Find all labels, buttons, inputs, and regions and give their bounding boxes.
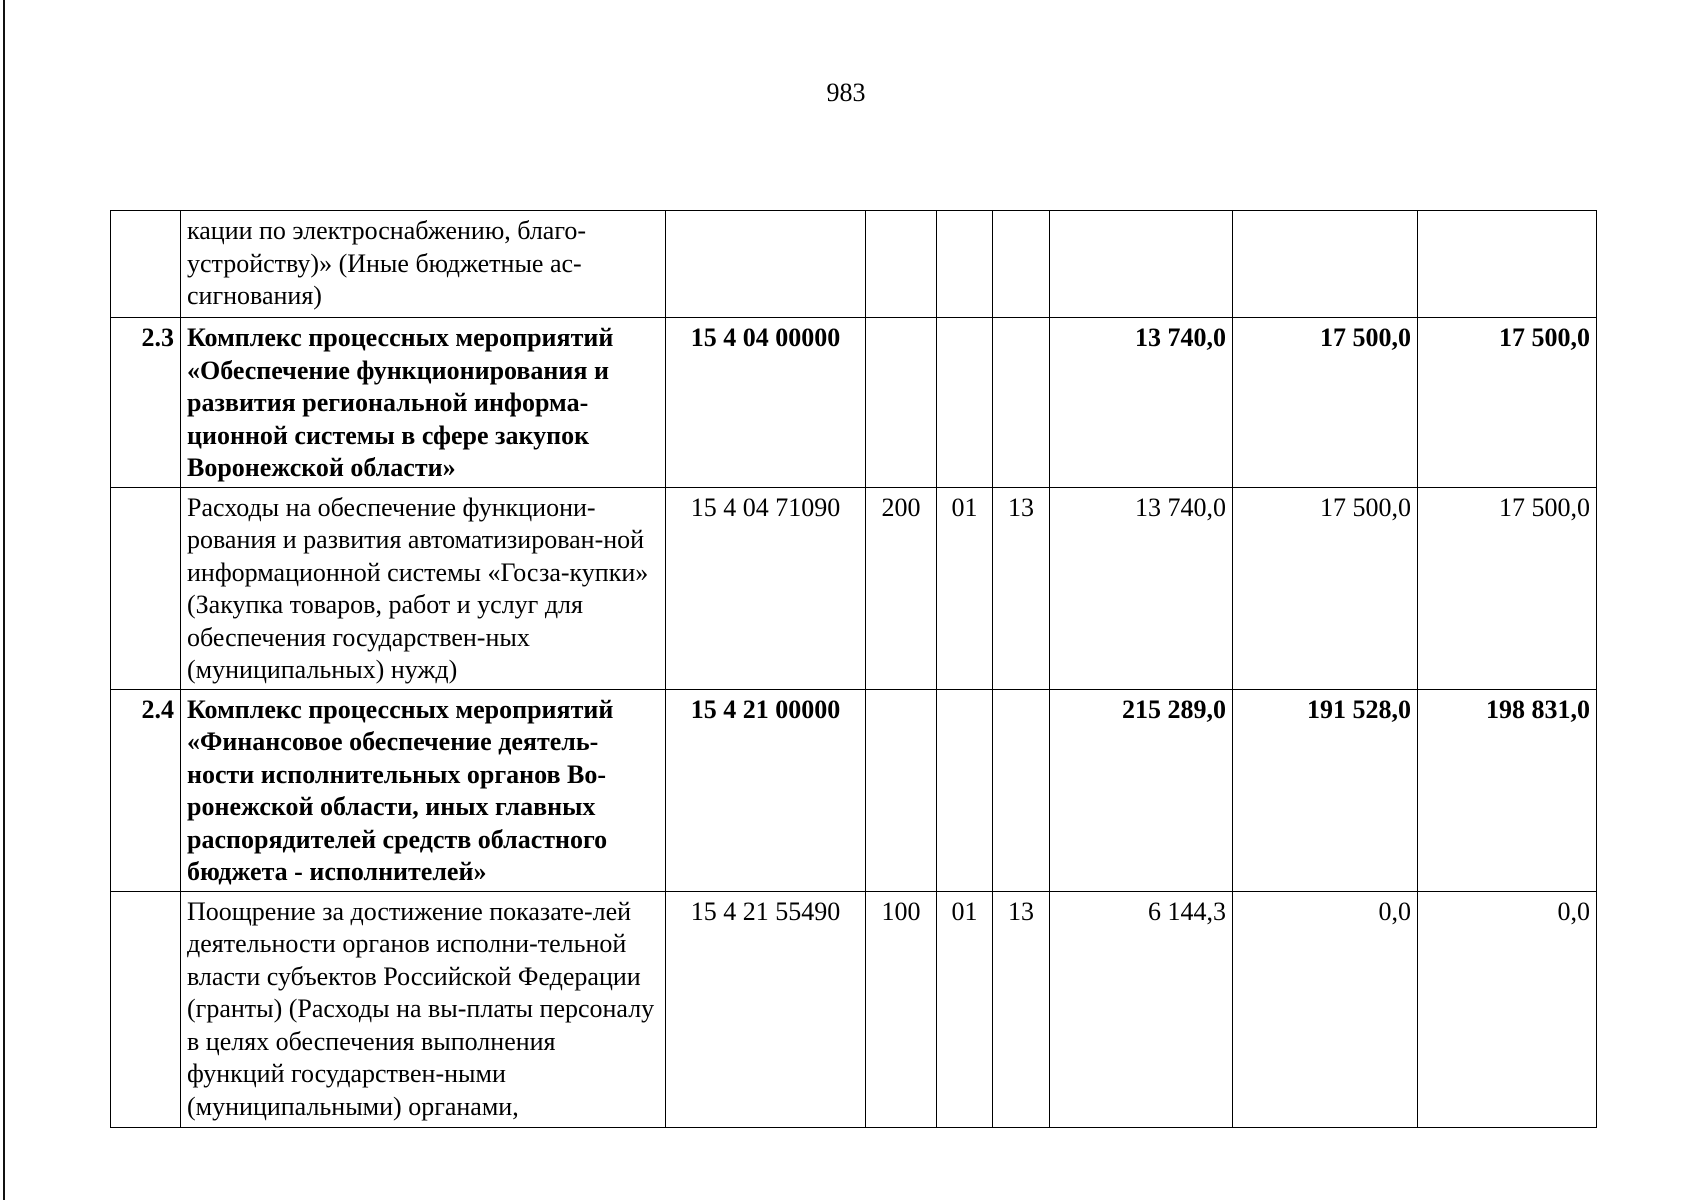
row-amount-3: 0,0 <box>1418 891 1597 1127</box>
row-rz <box>937 211 993 318</box>
row-number <box>111 211 181 318</box>
row-name: Расходы на обеспечение функциони-рования и развития автоматизирован-ной информационной системы «Госза-купки» (Закупка товаров, работ и услуг для обеспечения государствен-ных (муниципальных) нужд) <box>181 487 666 689</box>
row-amount-3 <box>1418 211 1597 318</box>
row-number: 2.3 <box>111 318 181 488</box>
table-row <box>111 318 1597 488</box>
row-rz: 01 <box>937 487 993 689</box>
row-code: 15 4 21 00000 <box>666 689 866 891</box>
row-amount-1 <box>1050 211 1233 318</box>
row-vr <box>866 689 937 891</box>
row-amount-2: 0,0 <box>1233 891 1418 1127</box>
row-amount-2: 17 500,0 <box>1233 487 1418 689</box>
row-pr: 13 <box>993 891 1050 1127</box>
row-amount-1: 6 144,3 <box>1050 891 1233 1127</box>
row-code: 15 4 04 71090 <box>666 487 866 689</box>
row-name: Комплекс процессных мероприятий «Обеспечение функционирования и развития региональной информа-ционной системы в сфере закупок Воронежской области» <box>181 318 666 488</box>
row-code: 15 4 04 00000 <box>666 318 866 488</box>
page-left-edge-line <box>3 0 5 1200</box>
row-rz <box>937 689 993 891</box>
row-amount-3: 198 831,0 <box>1418 689 1597 891</box>
row-amount-2: 191 528,0 <box>1233 689 1418 891</box>
table-row <box>111 891 1597 1127</box>
row-pr <box>993 211 1050 318</box>
row-name: Поощрение за достижение показате-лей деятельности органов исполни-тельной власти субъектов Российской Федерации (гранты) (Расходы на вы-платы персоналу в целях обеспечения выполнения функций государствен-ными (муниципальными) органами, <box>181 891 666 1127</box>
row-vr <box>866 211 937 318</box>
row-number <box>111 487 181 689</box>
row-vr: 100 <box>866 891 937 1127</box>
row-amount-2: 17 500,0 <box>1233 318 1418 488</box>
row-code: 15 4 21 55490 <box>666 891 866 1127</box>
table-row <box>111 211 1597 318</box>
row-code <box>666 211 866 318</box>
row-amount-3: 17 500,0 <box>1418 318 1597 488</box>
row-rz <box>937 318 993 488</box>
budget-table <box>110 210 1597 1128</box>
row-number <box>111 891 181 1127</box>
row-vr <box>866 318 937 488</box>
row-amount-1: 215 289,0 <box>1050 689 1233 891</box>
row-pr <box>993 689 1050 891</box>
row-amount-1: 13 740,0 <box>1050 487 1233 689</box>
row-pr: 13 <box>993 487 1050 689</box>
row-name: Комплекс процессных мероприятий «Финансовое обеспечение деятель-ности исполнительных органов Во-ронежской области, иных главных распорядителей средств областного бюджета - исполнителей» <box>181 689 666 891</box>
row-amount-3: 17 500,0 <box>1418 487 1597 689</box>
row-amount-1: 13 740,0 <box>1050 318 1233 488</box>
table-row <box>111 487 1597 689</box>
page-number: 983 <box>826 78 866 107</box>
row-amount-2 <box>1233 211 1418 318</box>
row-number: 2.4 <box>111 689 181 891</box>
row-rz: 01 <box>937 891 993 1127</box>
row-name: кации по электроснабжению, благо-устройству)» (Иные бюджетные ас-сигнования) <box>181 211 666 318</box>
row-vr: 200 <box>866 487 937 689</box>
row-pr <box>993 318 1050 488</box>
table-row <box>111 689 1597 891</box>
